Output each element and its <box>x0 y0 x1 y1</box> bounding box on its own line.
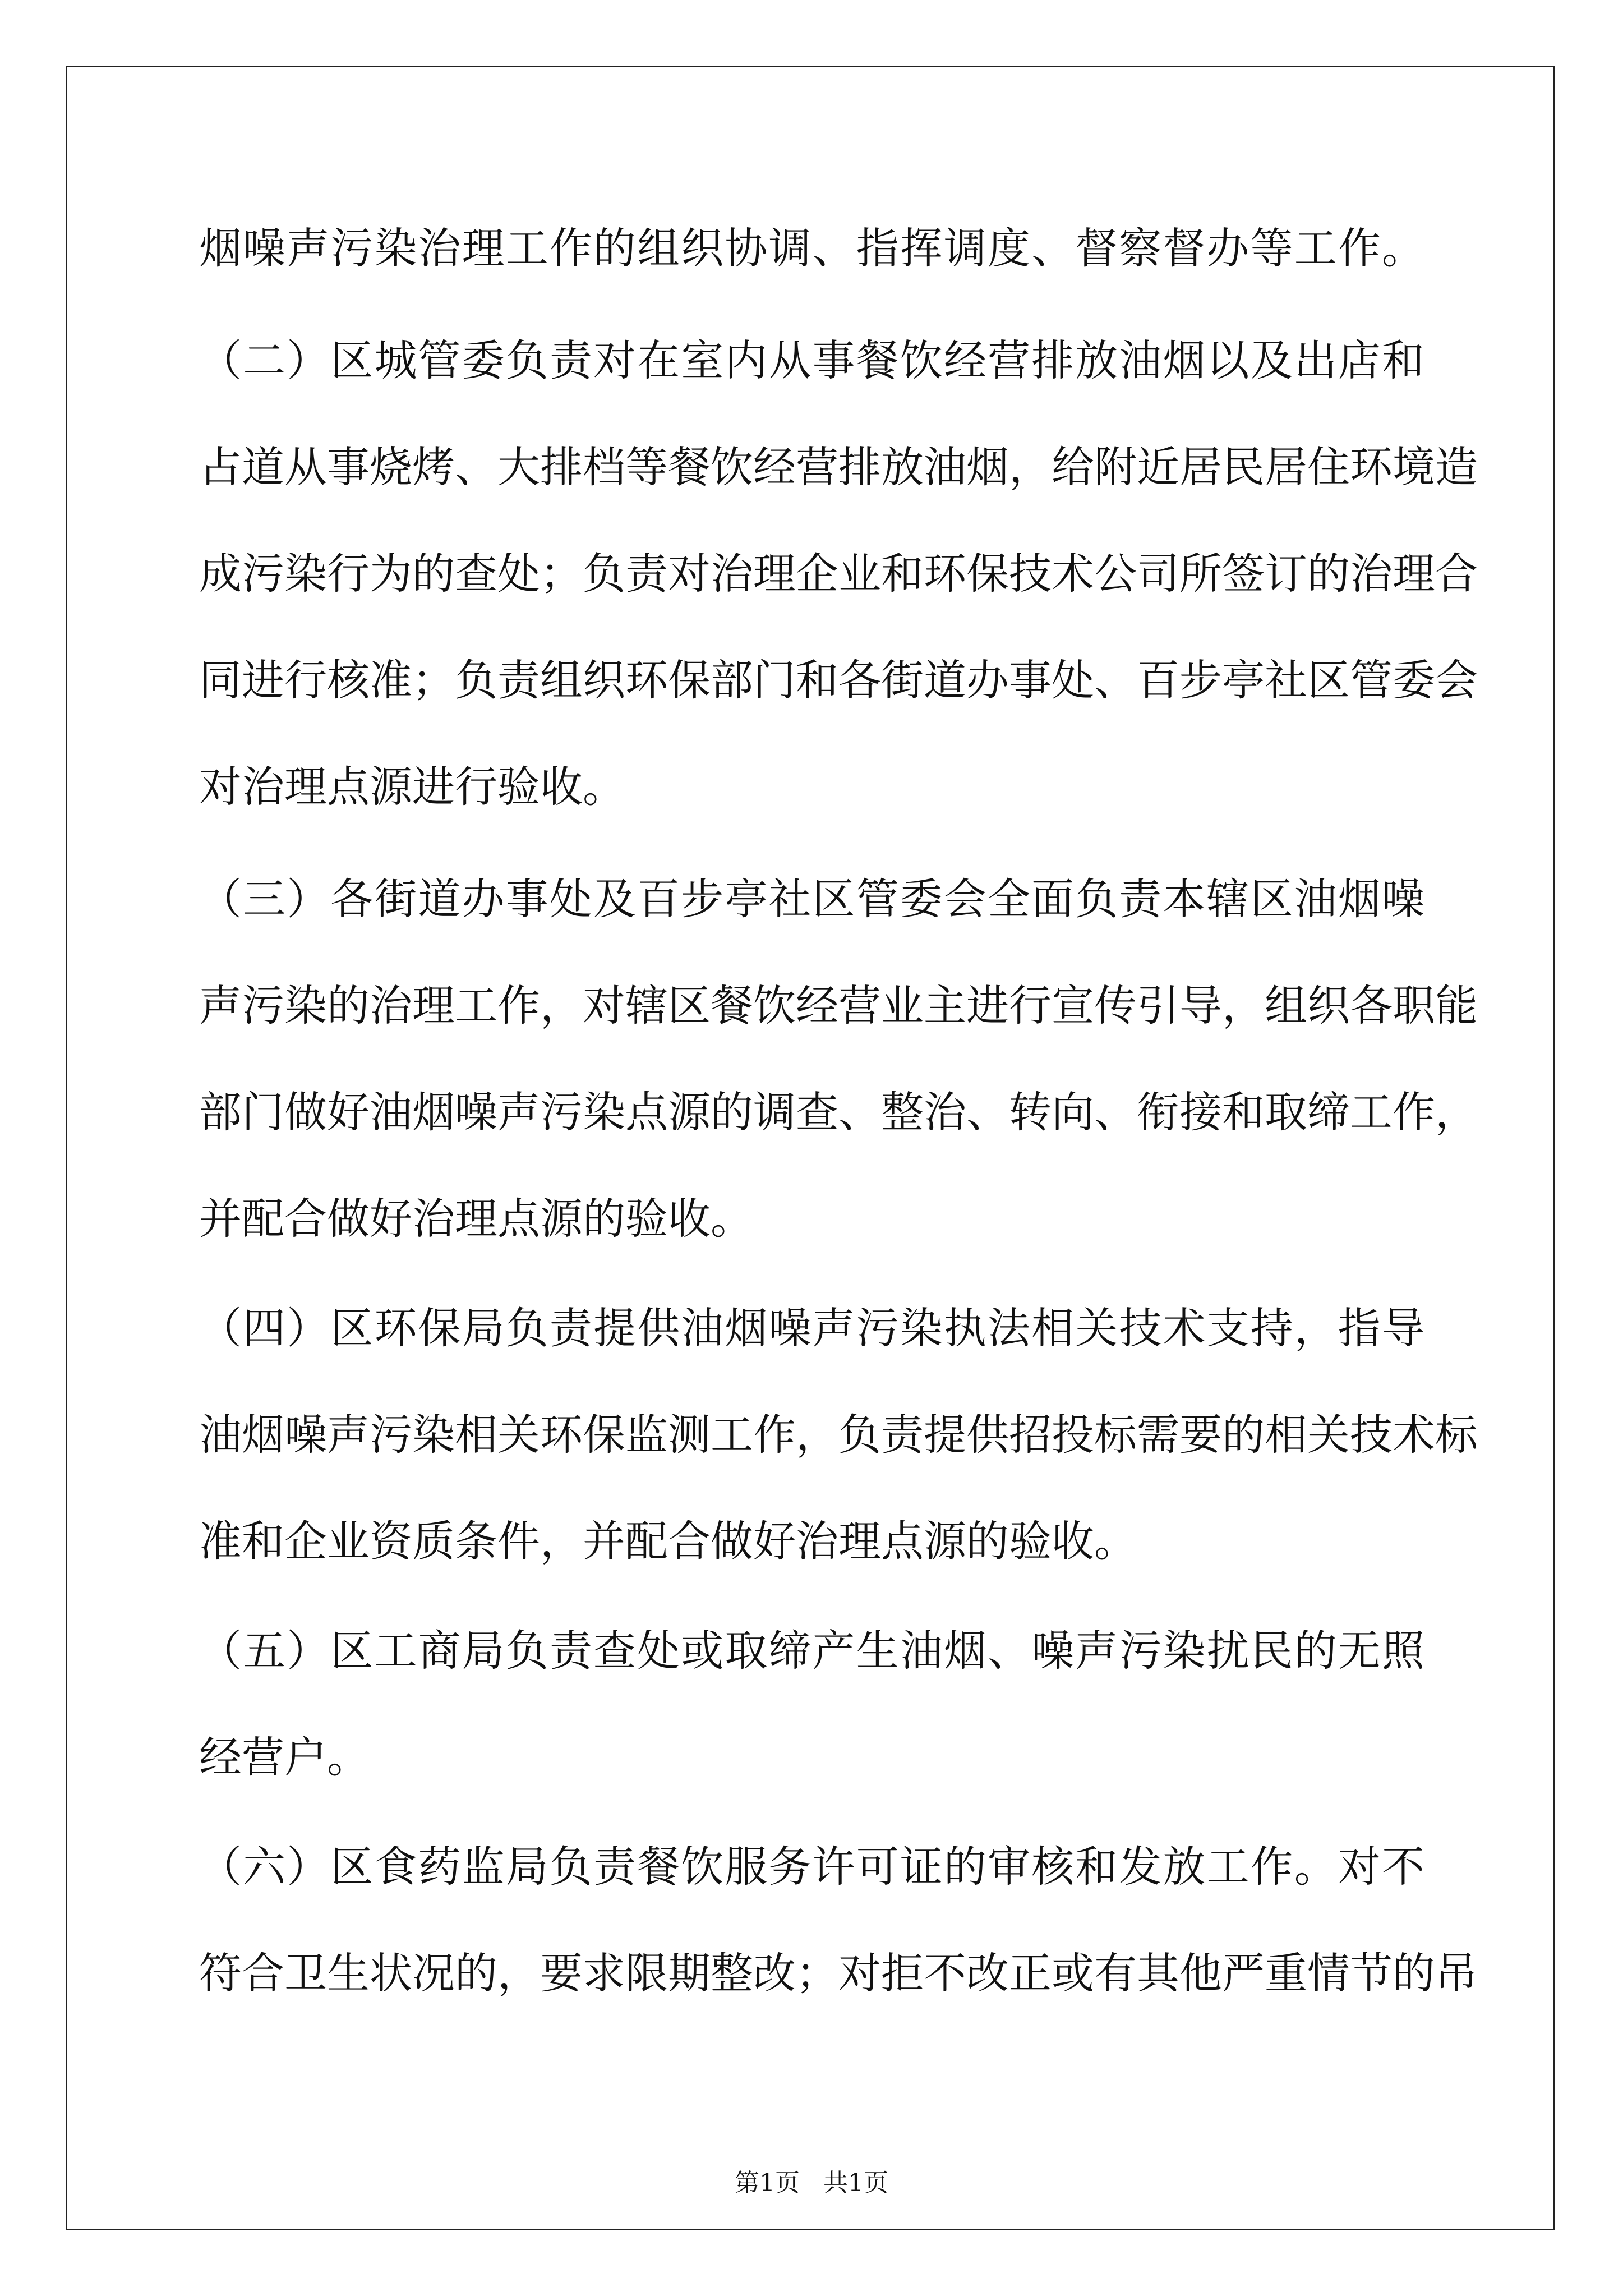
text-line: 同进行核准；负责组织环保部门和各街道办事处、百步亭社区管委会 <box>199 655 1478 705</box>
text-line: 成污染行为的查处；负责对治理企业和环保技术公司所签订的治理合 <box>199 549 1478 599</box>
paragraph-5-line-1: （五）区工商局负责查处或取缔产生油烟、噪声污染扰民的无照 <box>199 1626 1424 1676</box>
page-border <box>66 66 1555 2230</box>
text-line: 烟噪声污染治理工作的组织协调、指挥调度、督察督办等工作。 <box>199 223 1424 273</box>
paragraph-3-line-1: （三）各街道办事处及百步亭社区管委会全面负责本辖区油烟噪 <box>199 874 1424 924</box>
text-line: 准和企业资质条件，并配合做好治理点源的验收。 <box>199 1516 1137 1566</box>
text-line: 经营户。 <box>199 1732 370 1782</box>
text-line: 油烟噪声污染相关环保监测工作，负责提供招投标需要的相关技术标 <box>199 1410 1478 1460</box>
paragraph-4-line-1: （四）区环保局负责提供油烟噪声污染执法相关技术支持，指导 <box>199 1303 1424 1353</box>
page-number-footer: 第1页 共1页 <box>735 2169 888 2197</box>
text-line: 符合卫生状况的，要求限期整改；对拒不改正或有其他严重情节的吊 <box>199 1948 1478 1998</box>
text-line: 占道从事烧烤、大排档等餐饮经营排放油烟，给附近居民居住环境造 <box>199 442 1478 492</box>
text-line: 对治理点源进行验收。 <box>199 762 625 812</box>
paragraph-6-line-1: （六）区食药监局负责餐饮服务许可证的审核和发放工作。对不 <box>199 1842 1424 1892</box>
text-line: 并配合做好治理点源的验收。 <box>199 1194 753 1244</box>
text-line: 声污染的治理工作，对辖区餐饮经营业主进行宣传引导，组织各职能 <box>199 981 1478 1030</box>
paragraph-2-line-1: （二）区城管委负责对在室内从事餐饮经营排放油烟以及出店和 <box>199 335 1424 385</box>
text-line: 部门做好油烟噪声污染点源的调查、整治、转向、衔接和取缔工作， <box>199 1087 1478 1137</box>
